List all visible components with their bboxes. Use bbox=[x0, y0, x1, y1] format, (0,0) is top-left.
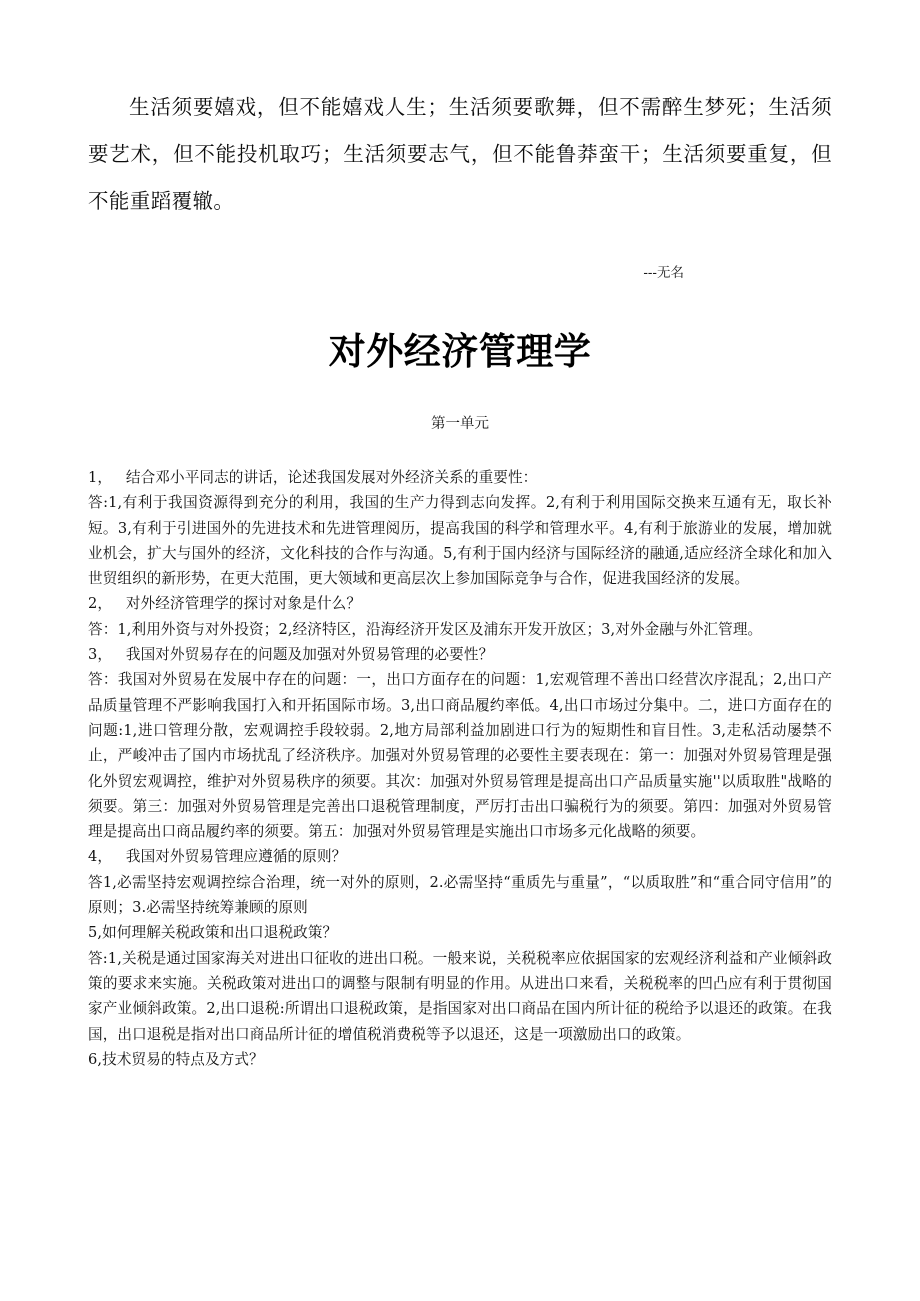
page-subtitle: 第一单元 bbox=[431, 416, 489, 432]
qa-answer-line: 答：1,利用外资与对外投资；2,经济特区，沿海经济开发区及浦东开发开放区；3,对外金融与外汇管理。 bbox=[88, 620, 763, 638]
qa-question-line: 1， 结合邓小平同志的讲话，论述我国发展对外经济关系的重要性： bbox=[88, 469, 538, 486]
qa-question-line: 3， 我国对外贸易存在的问题及加强对外贸易管理的必要性？ bbox=[88, 646, 494, 664]
qa-question-line: 6,技术贸易的特点及方式？ bbox=[88, 1050, 264, 1068]
qa-answer-line: 答1,必需坚持宏观调控综合治理，统一对外的原则，2.必需坚持“重质先与重量”，“以质取胜”和“重合同守信用”的原则；3.必需坚持统筹兼顾的原则 bbox=[88, 873, 832, 917]
qa-question-line: 5,如何理解关税政策和出口退税政策？ bbox=[88, 924, 338, 942]
epigraph-attribution: ---无名 bbox=[643, 265, 684, 281]
qa-answer-line: 答:1,关税是通过国家海关对进出口征收的进出口税。一般来说，关税税率应依据国家的宏观经济利益和产业倾斜政策的要求来实施。关税政策对进出口的调整与限制有明显的作用。从进出口来看，关税税率的凹凸应有利于贯彻国家产业倾斜政策。2,出口退税:所谓出口退税政策，是指国家对出口商品在国内所计征的税给予以退还的政策。在我国，出口退税是指对出口商品所计征的增值税消费税等予以退还，这是一项激励出口的政策。 bbox=[88, 949, 832, 1043]
qa-content bbox=[88, 435, 832, 1072]
epigraph-quote: 生活须要嬉戏，但不能嬉戏人生；生活须要歌舞，但不需醉生梦死；生活须要艺术，但不能投机取巧；生活须要志气，但不能鲁莽蛮干；生活须要重复，但不能重蹈覆辙。 bbox=[88, 95, 832, 213]
qa-answer-line: 答：我国对外贸易在发展中存在的问题：一，出口方面存在的问题：1,宏观管理不善出口经营次序混乱；2,出口产品质量管理不严影响我国打入和开拓国际市场。3,出口商品履约率低。4,出口市场过分集中。二，进口方面存在的问题:1,进口管理分散，宏观调控手段较弱。2,地方局部利益加剧进口行为的短期性和盲目性。3,走私活动屡禁不止，严峻冲击了国内市场扰乱了经济秩序。加强对外贸易管理的必要性主要表现在：第一：加强对外贸易管理是强化外贸宏观调控，维护对外贸易秩序的须要。其次：加强对外贸易管理是提高出口产品质量实施''以质取胜"战略的须要。第三：加强对外贸易管理是完善出口退税管理制度，严厉打击出口骗税行为的须要。第四：加强对外贸易管理是提高出口商品履约率的须要。第五：加强对外贸易管理是实施出口市场多元化战略的须要。 bbox=[88, 671, 832, 841]
qa-answer-line: 答:1,有利于我国资源得到充分的利用，我国的生产力得到志向发挥。2,有利于利用国际交换来互通有无，取长补短。3,有利于引进国外的先进技术和先进管理阅历，提高我国的科学和管理水平。4,有利于旅游业的发展，增加就业机会，扩大与国外的经济，文化科技的合作与沟通。5,有利于国内经济与国际经济的融通,适应经济全球化和加入世贸组织的新形势，在更大范围，更大领域和更高层次上参加国际竞争与合作，促进我国经济的发展。 bbox=[88, 494, 832, 588]
page-title: 对外经济管理学 bbox=[328, 330, 592, 373]
qa-question-line: 4， 我国对外贸易管理应遵循的原则？ bbox=[88, 848, 347, 866]
qa-question-line: 2， 对外经济管理学的探讨对象是什么？ bbox=[88, 595, 362, 613]
